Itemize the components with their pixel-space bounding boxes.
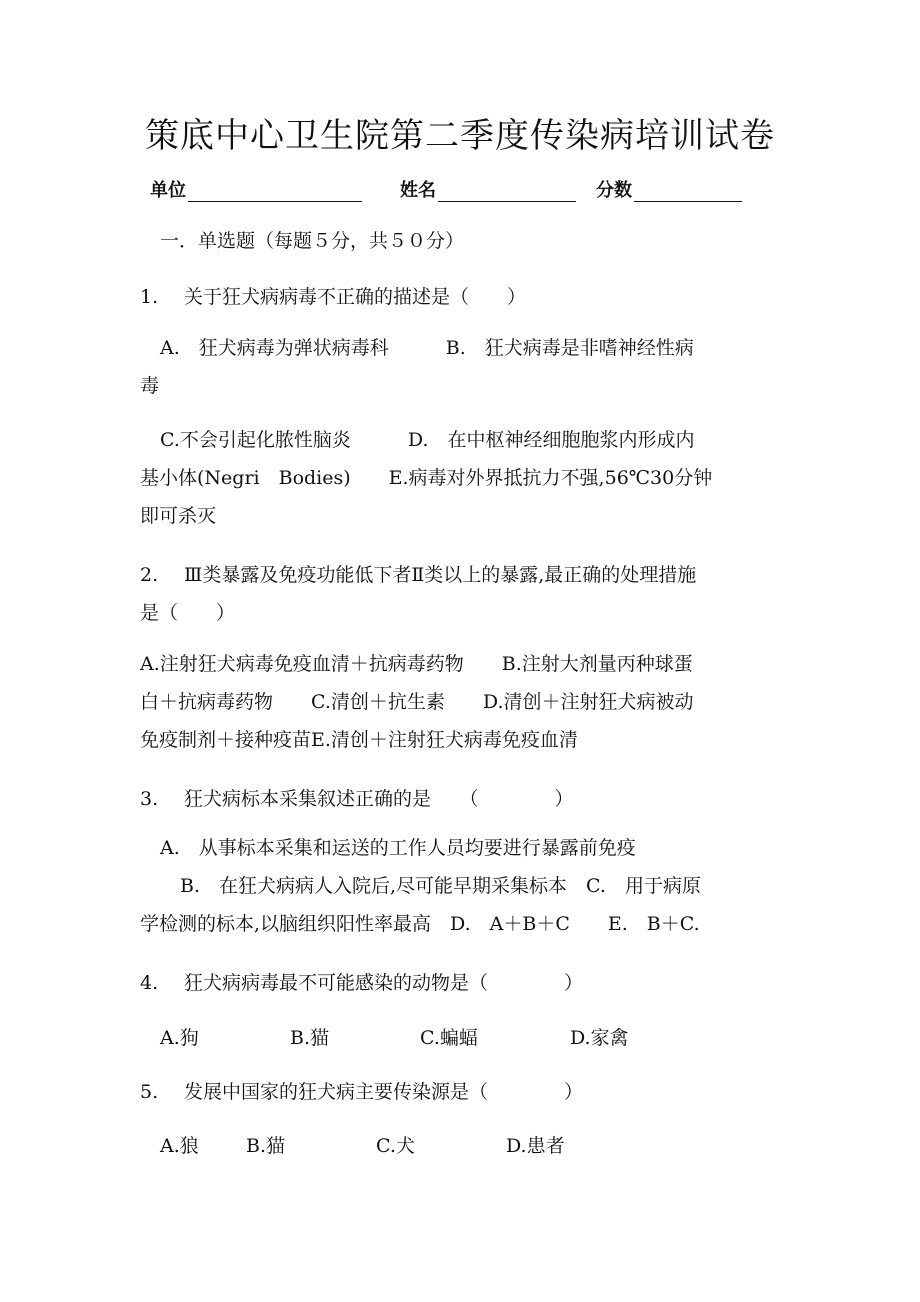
option-line: 毒: [140, 375, 160, 397]
question-1: [140, 282, 526, 309]
question-number: 3.: [140, 788, 159, 810]
unit-blank[interactable]: [188, 179, 362, 202]
score-field: [596, 174, 742, 202]
section-heading: 一．单选题（每题５分，共５０分）: [160, 230, 465, 252]
question-5-option-d: D.患者: [506, 1135, 565, 1157]
question-4: [140, 968, 583, 995]
score-blank[interactable]: [634, 179, 742, 202]
question-3-options: [140, 829, 782, 943]
option-line: 基小体(Negri Bodies) E.病毒对外界抵抗力不强,56℃30分钟: [140, 467, 713, 489]
question-5-option-c: C.犬: [376, 1135, 415, 1157]
option-line: 学检测的标本,以脑组织阳性率最高 D. A＋B＋C E. B＋C.: [140, 913, 700, 935]
question-4-option-c: C.蝙蝠: [420, 1027, 478, 1049]
question-5-option-b: B.猫: [246, 1135, 286, 1157]
question-stem: Ⅲ类暴露及免疫功能低下者Ⅱ类以上的暴露,最正确的处理措施: [184, 564, 697, 586]
question-number: 2.: [140, 564, 159, 586]
option-line: 免疫制剂＋接种疫苗E.清创＋注射狂犬病毒免疫血清: [140, 729, 578, 751]
question-3: [140, 784, 574, 811]
option-line: 即可杀灭: [140, 505, 217, 527]
question-number: 4.: [140, 972, 159, 994]
question-stem: 狂犬病病毒最不可能感染的动物是（ ）: [184, 972, 584, 994]
question-4-option-a: A.狗: [160, 1027, 199, 1049]
question-5: [140, 1077, 583, 1104]
question-1-options-cont: [140, 421, 782, 535]
question-2: [140, 560, 696, 587]
name-blank[interactable]: [438, 179, 576, 202]
question-4-option-b: B.猫: [290, 1027, 330, 1049]
score-label: 分数: [596, 180, 632, 201]
name-field: [400, 174, 576, 202]
page-title: 策底中心卫生院第二季度传染病培训试卷: [145, 116, 775, 156]
question-stem: 狂犬病标本采集叙述正确的是 （ ）: [184, 788, 574, 810]
question-4-option-d: D.家禽: [570, 1027, 629, 1049]
question-stem: 发展中国家的狂犬病主要传染源是（ ）: [184, 1081, 584, 1103]
option-line: A. 从事标本采集和运送的工作人员均要进行暴露前免疫: [160, 837, 636, 859]
unit-field: [150, 174, 362, 202]
question-2-stem-cont: [140, 598, 235, 625]
name-label: 姓名: [400, 180, 436, 201]
option-line: 白＋抗病毒药物 C.清创＋抗生素 D.清创＋注射狂犬病被动: [140, 691, 694, 713]
option-line: A. 狂犬病毒为弹状病毒科 B. 狂犬病毒是非嗜神经性病: [160, 337, 694, 359]
question-2-options: [140, 645, 782, 759]
question-5-option-a: A.狼: [160, 1135, 199, 1157]
question-number: 1.: [140, 286, 159, 308]
question-stem-cont: 是（ ）: [140, 602, 236, 624]
question-number: 5.: [140, 1081, 159, 1103]
question-stem: 关于狂犬病病毒不正确的描述是（ ）: [184, 286, 527, 308]
option-line: A.注射狂犬病毒免疫血清＋抗病毒药物 B.注射大剂量丙种球蛋: [140, 653, 693, 675]
unit-label: 单位: [150, 180, 186, 201]
option-line: C.不会引起化脓性脑炎 D. 在中枢神经细胞胞浆内形成内: [160, 429, 695, 451]
option-line: B. 在狂犬病病人入院后,尽可能早期采集标本 C. 用于病原: [180, 875, 701, 897]
question-1-options: [140, 329, 782, 405]
